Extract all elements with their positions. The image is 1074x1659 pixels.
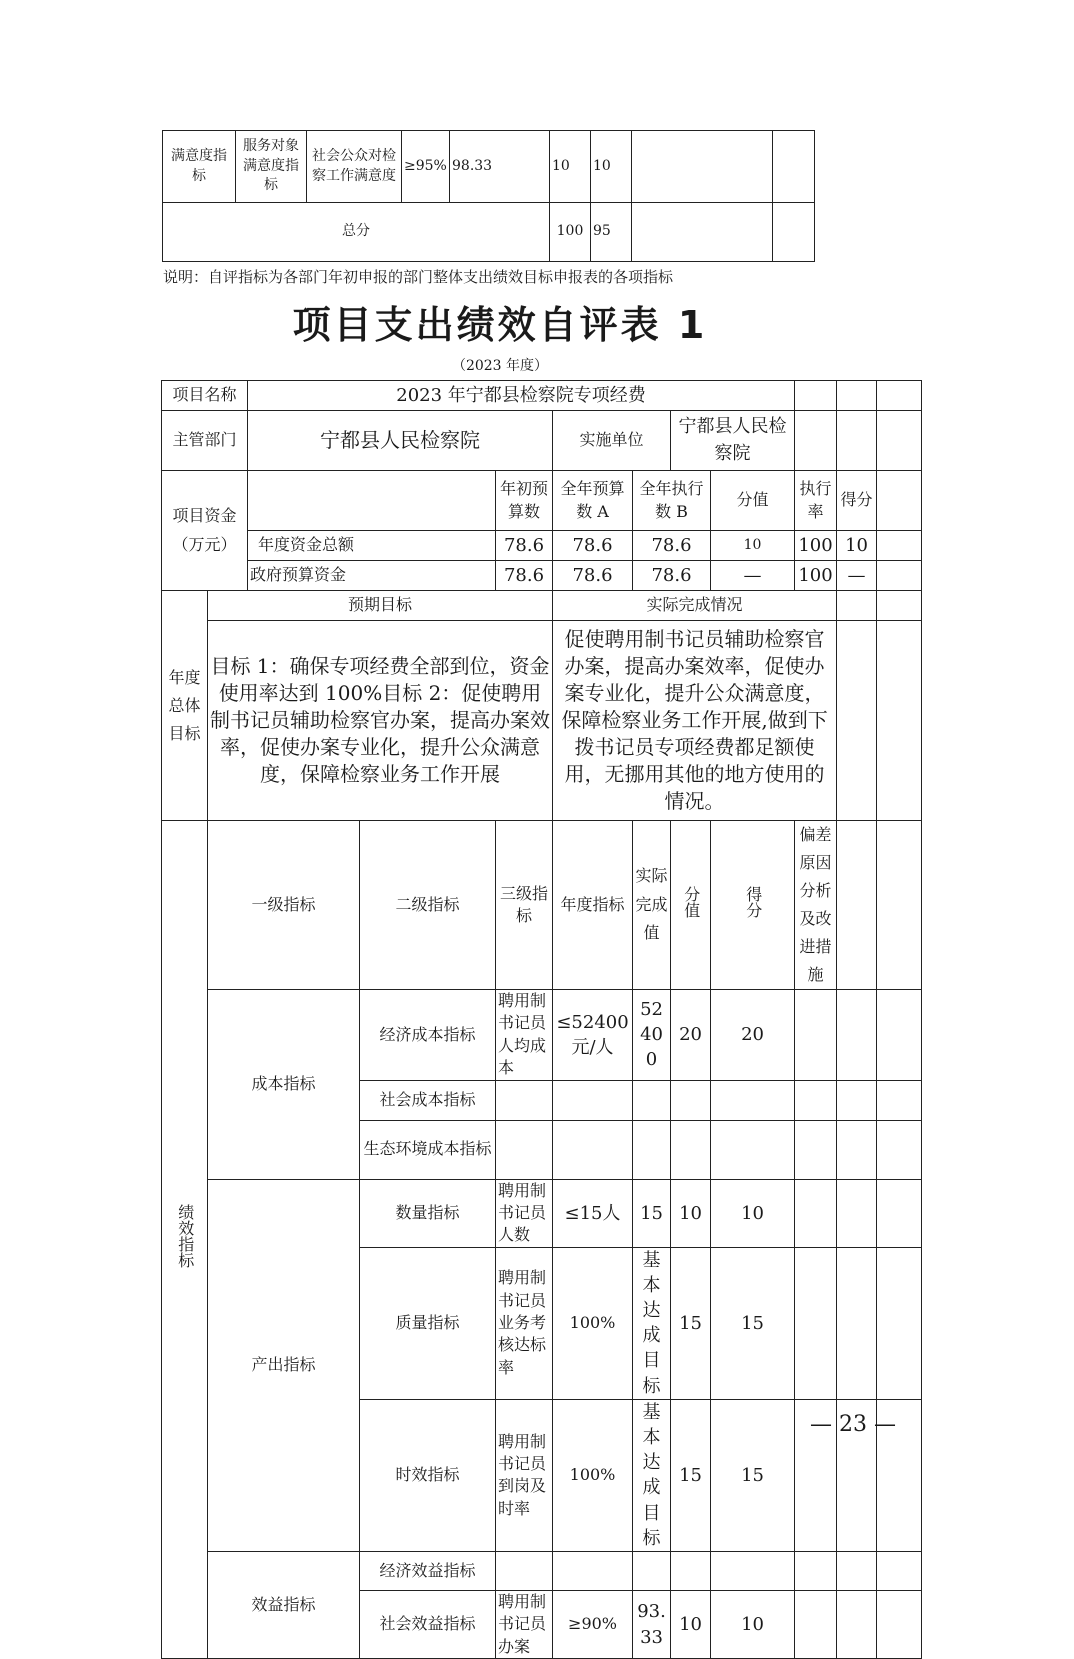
perf-score: 10 bbox=[711, 1179, 795, 1247]
funds-label: 项目资金（万元） bbox=[162, 471, 248, 591]
total-score: 95 bbox=[591, 203, 632, 262]
perf-actual: 52400 bbox=[633, 990, 671, 1081]
perf-level3: 聘用制书记员业务考核达标率 bbox=[496, 1247, 553, 1399]
funds-row-exec: 78.6 bbox=[633, 561, 711, 591]
perf-level2: 质量指标 bbox=[360, 1247, 496, 1399]
perf-actual bbox=[633, 1080, 671, 1120]
perf-weight: 10 bbox=[671, 1590, 711, 1658]
perf-header-weight-text: 分值 bbox=[681, 885, 701, 918]
blank-cell bbox=[837, 381, 877, 411]
perf-actual bbox=[633, 1551, 671, 1590]
top-target: ≥95% bbox=[402, 131, 450, 203]
total-blank bbox=[632, 203, 773, 262]
perf-score: 15 bbox=[711, 1399, 795, 1551]
funds-row-initial: 78.6 bbox=[496, 561, 553, 591]
perf-weight bbox=[671, 1551, 711, 1590]
perf-reason bbox=[795, 1120, 837, 1179]
output-label: 产出指标 bbox=[208, 1179, 360, 1551]
blank-cell bbox=[877, 561, 922, 591]
blank-cell bbox=[877, 621, 922, 821]
perf-level2: 数量指标 bbox=[360, 1179, 496, 1247]
funds-blank bbox=[248, 471, 496, 531]
blank-cell bbox=[837, 591, 877, 621]
blank-cell bbox=[877, 1179, 922, 1247]
perf-reason bbox=[795, 1179, 837, 1247]
funds-header-score: 得分 bbox=[837, 471, 877, 531]
impl-label: 实施单位 bbox=[553, 411, 671, 471]
perf-level3: 聘用制书记员办案 bbox=[496, 1590, 553, 1658]
perf-level2: 经济成本指标 bbox=[360, 990, 496, 1081]
perf-target bbox=[553, 1551, 633, 1590]
goals-label: 年度总体目标 bbox=[162, 591, 208, 821]
dept-label: 主管部门 bbox=[162, 411, 248, 471]
page-title: 项目支出绩效自评表 1 bbox=[292, 303, 708, 347]
funds-row-weight: — bbox=[711, 561, 795, 591]
perf-target bbox=[553, 1080, 633, 1120]
top-actual: 98.33 bbox=[450, 131, 550, 203]
perf-label: 绩效指标 bbox=[175, 1204, 195, 1269]
perf-actual: 93.33 bbox=[633, 1590, 671, 1658]
top-level2: 服务对象满意度指标 bbox=[236, 131, 307, 203]
funds-header-weight: 分值 bbox=[711, 471, 795, 531]
total-blank bbox=[773, 203, 815, 262]
page-number: — 23 — bbox=[810, 1412, 896, 1437]
perf-header-actual: 实际完成值 bbox=[633, 821, 671, 990]
blank-cell bbox=[877, 1120, 922, 1179]
top-blank bbox=[773, 131, 815, 203]
funds-header-initial: 年初预算数 bbox=[496, 471, 553, 531]
blank-cell bbox=[877, 1080, 922, 1120]
perf-level3 bbox=[496, 1120, 553, 1179]
actual-goal-label: 实际完成情况 bbox=[553, 591, 837, 621]
perf-level3 bbox=[496, 1551, 553, 1590]
perf-header-reason: 偏差原因分析及改进措施 bbox=[795, 821, 837, 990]
impl-value: 宁都县人民检察院 bbox=[671, 411, 795, 471]
perf-score: 20 bbox=[711, 990, 795, 1081]
perf-level2: 社会成本指标 bbox=[360, 1080, 496, 1120]
perf-score: 10 bbox=[711, 1590, 795, 1658]
funds-row-initial: 78.6 bbox=[496, 531, 553, 561]
perf-reason bbox=[795, 1551, 837, 1590]
perf-weight bbox=[671, 1120, 711, 1179]
perf-actual: 基本达成目标 bbox=[633, 1247, 671, 1399]
perf-reason bbox=[795, 1080, 837, 1120]
blank-cell bbox=[837, 1590, 877, 1658]
total-label: 总分 bbox=[163, 203, 550, 262]
perf-weight: 15 bbox=[671, 1399, 711, 1551]
expected-goal-text: 目标 1：确保专项经费全部到位，资金使用率达到 100%目标 2：促使聘用制书记员辅助检察官办案，提高办案效率，促使办案专业化，提升公众满意度，保障检察业务工作开展 bbox=[208, 621, 553, 821]
funds-row-exec: 78.6 bbox=[633, 531, 711, 561]
total-weight: 100 bbox=[550, 203, 591, 262]
funds-row-rate: 100 bbox=[795, 531, 837, 561]
benefit-label: 效益指标 bbox=[208, 1551, 360, 1658]
perf-weight: 15 bbox=[671, 1247, 711, 1399]
perf-weight: 20 bbox=[671, 990, 711, 1081]
perf-target: 100% bbox=[553, 1399, 633, 1551]
perf-weight: 10 bbox=[671, 1179, 711, 1247]
perf-score bbox=[711, 1080, 795, 1120]
top-level3: 社会公众对检察工作满意度 bbox=[307, 131, 402, 203]
perf-level3 bbox=[496, 1080, 553, 1120]
blank-cell bbox=[795, 381, 837, 411]
perf-level3: 聘用制书记员人数 bbox=[496, 1179, 553, 1247]
year-label: （2023 年度） bbox=[451, 358, 549, 374]
project-name: 2023 年宁都县检察院专项经费 bbox=[248, 381, 795, 411]
blank-cell bbox=[877, 411, 922, 471]
funds-header-exec: 全年执行数 B bbox=[633, 471, 711, 531]
perf-score bbox=[711, 1551, 795, 1590]
funds-row-name: 政府预算资金 bbox=[248, 561, 496, 591]
blank-cell bbox=[837, 1080, 877, 1120]
perf-level2: 生态环境成本指标 bbox=[360, 1120, 496, 1179]
perf-actual bbox=[633, 1120, 671, 1179]
perf-header-score bbox=[711, 821, 795, 990]
funds-header-rate: 执行率 bbox=[795, 471, 837, 531]
perf-header-weight bbox=[671, 821, 711, 990]
blank-cell bbox=[837, 1551, 877, 1590]
top-table bbox=[162, 130, 815, 262]
blank-cell bbox=[877, 1551, 922, 1590]
perf-score: 15 bbox=[711, 1247, 795, 1399]
funds-row-rate: 100 bbox=[795, 561, 837, 591]
funds-row-name: 年度资金总额 bbox=[248, 531, 496, 561]
perf-header-target: 年度指标 bbox=[553, 821, 633, 990]
perf-reason bbox=[795, 1590, 837, 1658]
blank-cell bbox=[877, 591, 922, 621]
blank-cell bbox=[837, 821, 877, 990]
top-blank bbox=[632, 131, 773, 203]
perf-reason bbox=[795, 1247, 837, 1399]
blank-cell bbox=[837, 411, 877, 471]
actual-goal-text: 促使聘用制书记员辅助检察官办案，提高办案效率，促使办案专业化，提升公众满意度，保障检察业务工作开展,做到下拨书记员专项经费都足额使用，无挪用其他的地方使用的情况。 bbox=[553, 621, 837, 821]
blank-cell bbox=[877, 1247, 922, 1399]
cost-label: 成本指标 bbox=[208, 990, 360, 1180]
funds-header-annual: 全年预算数 A bbox=[553, 471, 633, 531]
main-table bbox=[161, 380, 922, 1659]
blank-cell bbox=[877, 471, 922, 531]
blank-cell bbox=[795, 411, 837, 471]
blank-cell bbox=[837, 1179, 877, 1247]
perf-target bbox=[553, 1120, 633, 1179]
blank-cell bbox=[837, 621, 877, 821]
perf-level3: 聘用制书记员到岗及时率 bbox=[496, 1399, 553, 1551]
perf-actual: 基本达成目标 bbox=[633, 1399, 671, 1551]
funds-row-annual: 78.6 bbox=[553, 531, 633, 561]
perf-target: 100% bbox=[553, 1247, 633, 1399]
perf-level2: 经济效益指标 bbox=[360, 1551, 496, 1590]
perf-score bbox=[711, 1120, 795, 1179]
note: 说明：自评指标为各部门年初申报的部门整体支出绩效目标申报表的各项指标 bbox=[163, 268, 674, 286]
perf-header-level2: 二级指标 bbox=[360, 821, 496, 990]
perf-header-level1: 一级指标 bbox=[208, 821, 360, 990]
funds-row-annual: 78.6 bbox=[553, 561, 633, 591]
dept-value: 宁都县人民检察院 bbox=[248, 411, 553, 471]
funds-row-weight: 10 bbox=[711, 531, 795, 561]
top-score: 10 bbox=[591, 131, 632, 203]
blank-cell bbox=[837, 990, 877, 1081]
top-weight: 10 bbox=[550, 131, 591, 203]
perf-target: ≤15人 bbox=[553, 1179, 633, 1247]
blank-cell bbox=[877, 381, 922, 411]
blank-cell bbox=[877, 990, 922, 1081]
blank-cell bbox=[837, 1247, 877, 1399]
perf-label-cell bbox=[162, 821, 208, 1659]
top-level1: 满意度指标 bbox=[163, 131, 236, 203]
perf-header-level3: 三级指标 bbox=[496, 821, 553, 990]
perf-target: ≥90% bbox=[553, 1590, 633, 1658]
perf-actual: 15 bbox=[633, 1179, 671, 1247]
project-name-label: 项目名称 bbox=[162, 381, 248, 411]
blank-cell bbox=[877, 821, 922, 990]
perf-level3: 聘用制书记员人均成本 bbox=[496, 990, 553, 1081]
funds-row-score: 10 bbox=[837, 531, 877, 561]
blank-cell bbox=[877, 1590, 922, 1658]
blank-cell bbox=[837, 1120, 877, 1179]
perf-header-score-text: 得分 bbox=[743, 885, 763, 918]
perf-level2: 社会效益指标 bbox=[360, 1590, 496, 1658]
perf-level2: 时效指标 bbox=[360, 1399, 496, 1551]
expected-goal-label: 预期目标 bbox=[208, 591, 553, 621]
perf-target: ≤52400元/人 bbox=[553, 990, 633, 1081]
funds-row-score: — bbox=[837, 561, 877, 591]
blank-cell bbox=[877, 531, 922, 561]
perf-weight bbox=[671, 1080, 711, 1120]
perf-reason bbox=[795, 990, 837, 1081]
